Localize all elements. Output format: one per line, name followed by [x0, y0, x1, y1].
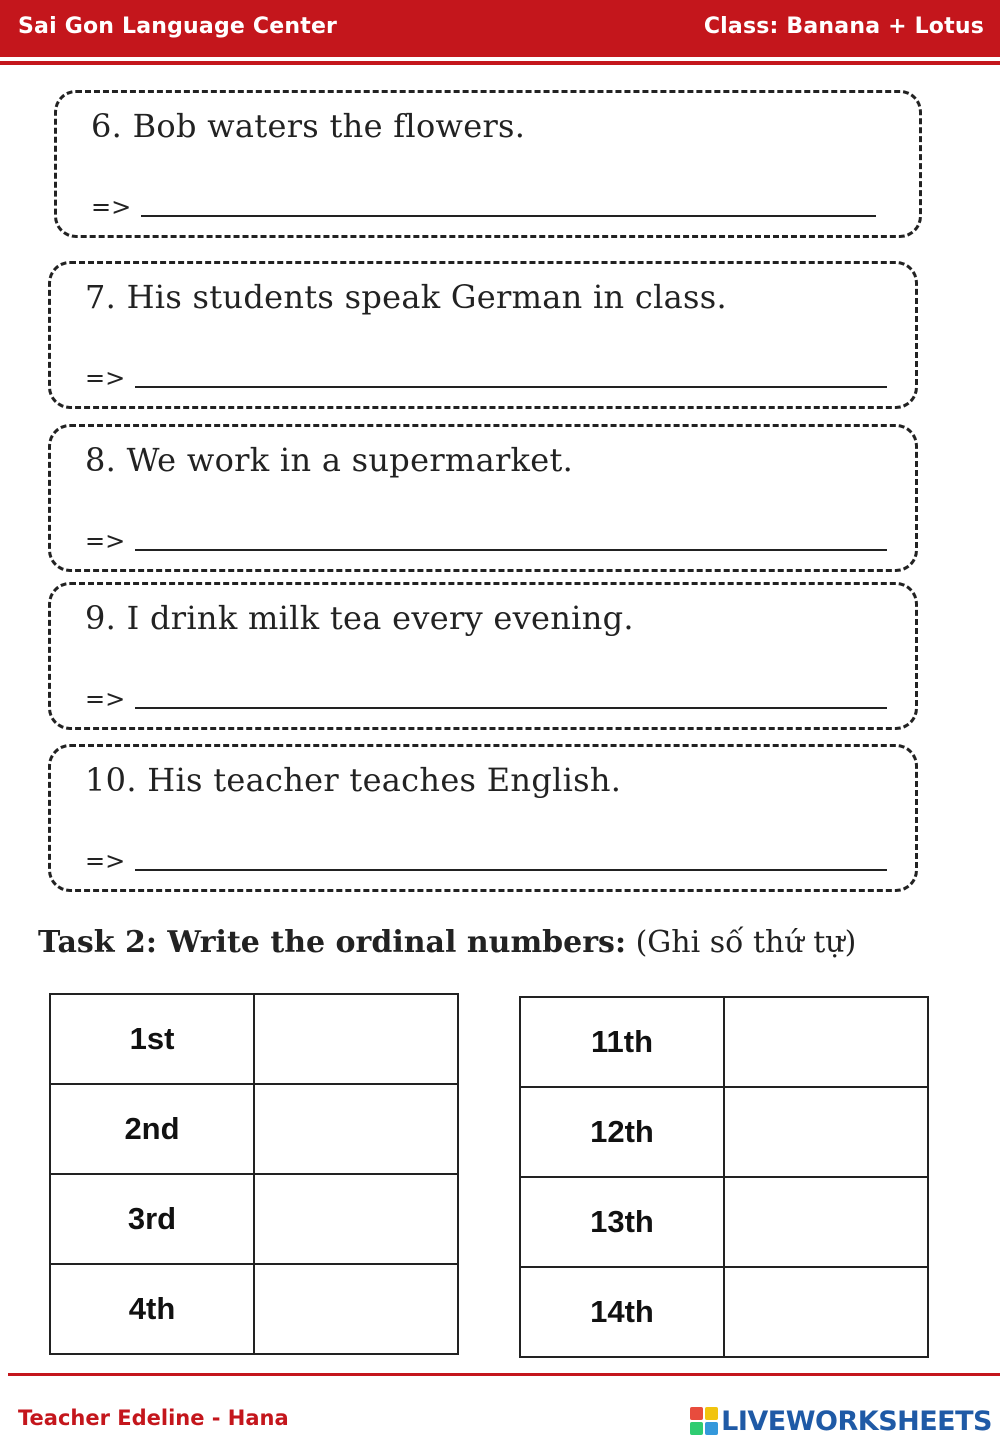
answer-line[interactable] [141, 215, 876, 217]
task2-heading [38, 925, 856, 960]
ordinal-table-left [49, 993, 459, 1355]
liveworksheets-brand[interactable] [690, 1404, 992, 1438]
question-text: 9. I drink milk tea every evening. [85, 599, 634, 637]
answer-cell[interactable] [254, 1264, 458, 1354]
table-row [520, 1177, 928, 1267]
answer-cell[interactable] [254, 1084, 458, 1174]
answer-cell[interactable] [254, 994, 458, 1084]
ordinal-label: 4th [50, 1264, 254, 1354]
table-row [520, 1087, 928, 1177]
ordinal-label: 12th [520, 1087, 724, 1177]
footer-divider [8, 1373, 1000, 1376]
liveworksheets-logo-icon [690, 1407, 718, 1435]
answer-arrow: => [85, 527, 126, 555]
ordinal-label: 14th [520, 1267, 724, 1357]
answer-line[interactable] [135, 707, 887, 709]
answer-cell[interactable] [724, 997, 928, 1087]
answer-arrow: => [85, 847, 126, 875]
question-text: 10. His teacher teaches English. [85, 761, 622, 799]
table-row [520, 1267, 928, 1357]
answer-arrow: => [91, 193, 132, 221]
answer-arrow: => [85, 364, 126, 392]
table-row [520, 997, 928, 1087]
question-box-7 [48, 261, 918, 409]
answer-cell[interactable] [724, 1087, 928, 1177]
ordinal-table-right [519, 996, 929, 1358]
question-text: 6. Bob waters the flowers. [91, 107, 526, 145]
answer-line[interactable] [135, 386, 887, 388]
class-name: Class: Banana + Lotus [703, 14, 984, 39]
question-box-8 [48, 424, 918, 572]
table-row [50, 1084, 458, 1174]
ordinal-label: 3rd [50, 1174, 254, 1264]
answer-cell[interactable] [724, 1177, 928, 1267]
question-box-9 [48, 582, 918, 730]
table-row [50, 1174, 458, 1264]
answer-line[interactable] [135, 549, 887, 551]
question-text: 7. His students speak German in class. [85, 278, 727, 316]
task2-subtitle: (Ghi số thứ tự) [635, 925, 857, 960]
answer-cell[interactable] [254, 1174, 458, 1264]
question-box-6 [54, 90, 922, 238]
question-box-10 [48, 744, 918, 892]
brand-name: LIVEWORKSHEETS [721, 1405, 992, 1437]
table-row [50, 994, 458, 1084]
question-text: 8. We work in a supermarket. [85, 441, 574, 479]
answer-cell[interactable] [724, 1267, 928, 1357]
answer-arrow: => [85, 685, 126, 713]
answer-line[interactable] [135, 869, 887, 871]
header-divider [0, 61, 1000, 65]
task2-title: Task 2: Write the ordinal numbers: [38, 925, 627, 960]
center-name: Sai Gon Language Center [18, 14, 338, 39]
teacher-name: Teacher Edeline - Hana [18, 1406, 289, 1430]
header-bar [0, 0, 1000, 57]
table-row [50, 1264, 458, 1354]
ordinal-label: 13th [520, 1177, 724, 1267]
ordinal-label: 11th [520, 997, 724, 1087]
ordinal-label: 2nd [50, 1084, 254, 1174]
ordinal-label: 1st [50, 994, 254, 1084]
